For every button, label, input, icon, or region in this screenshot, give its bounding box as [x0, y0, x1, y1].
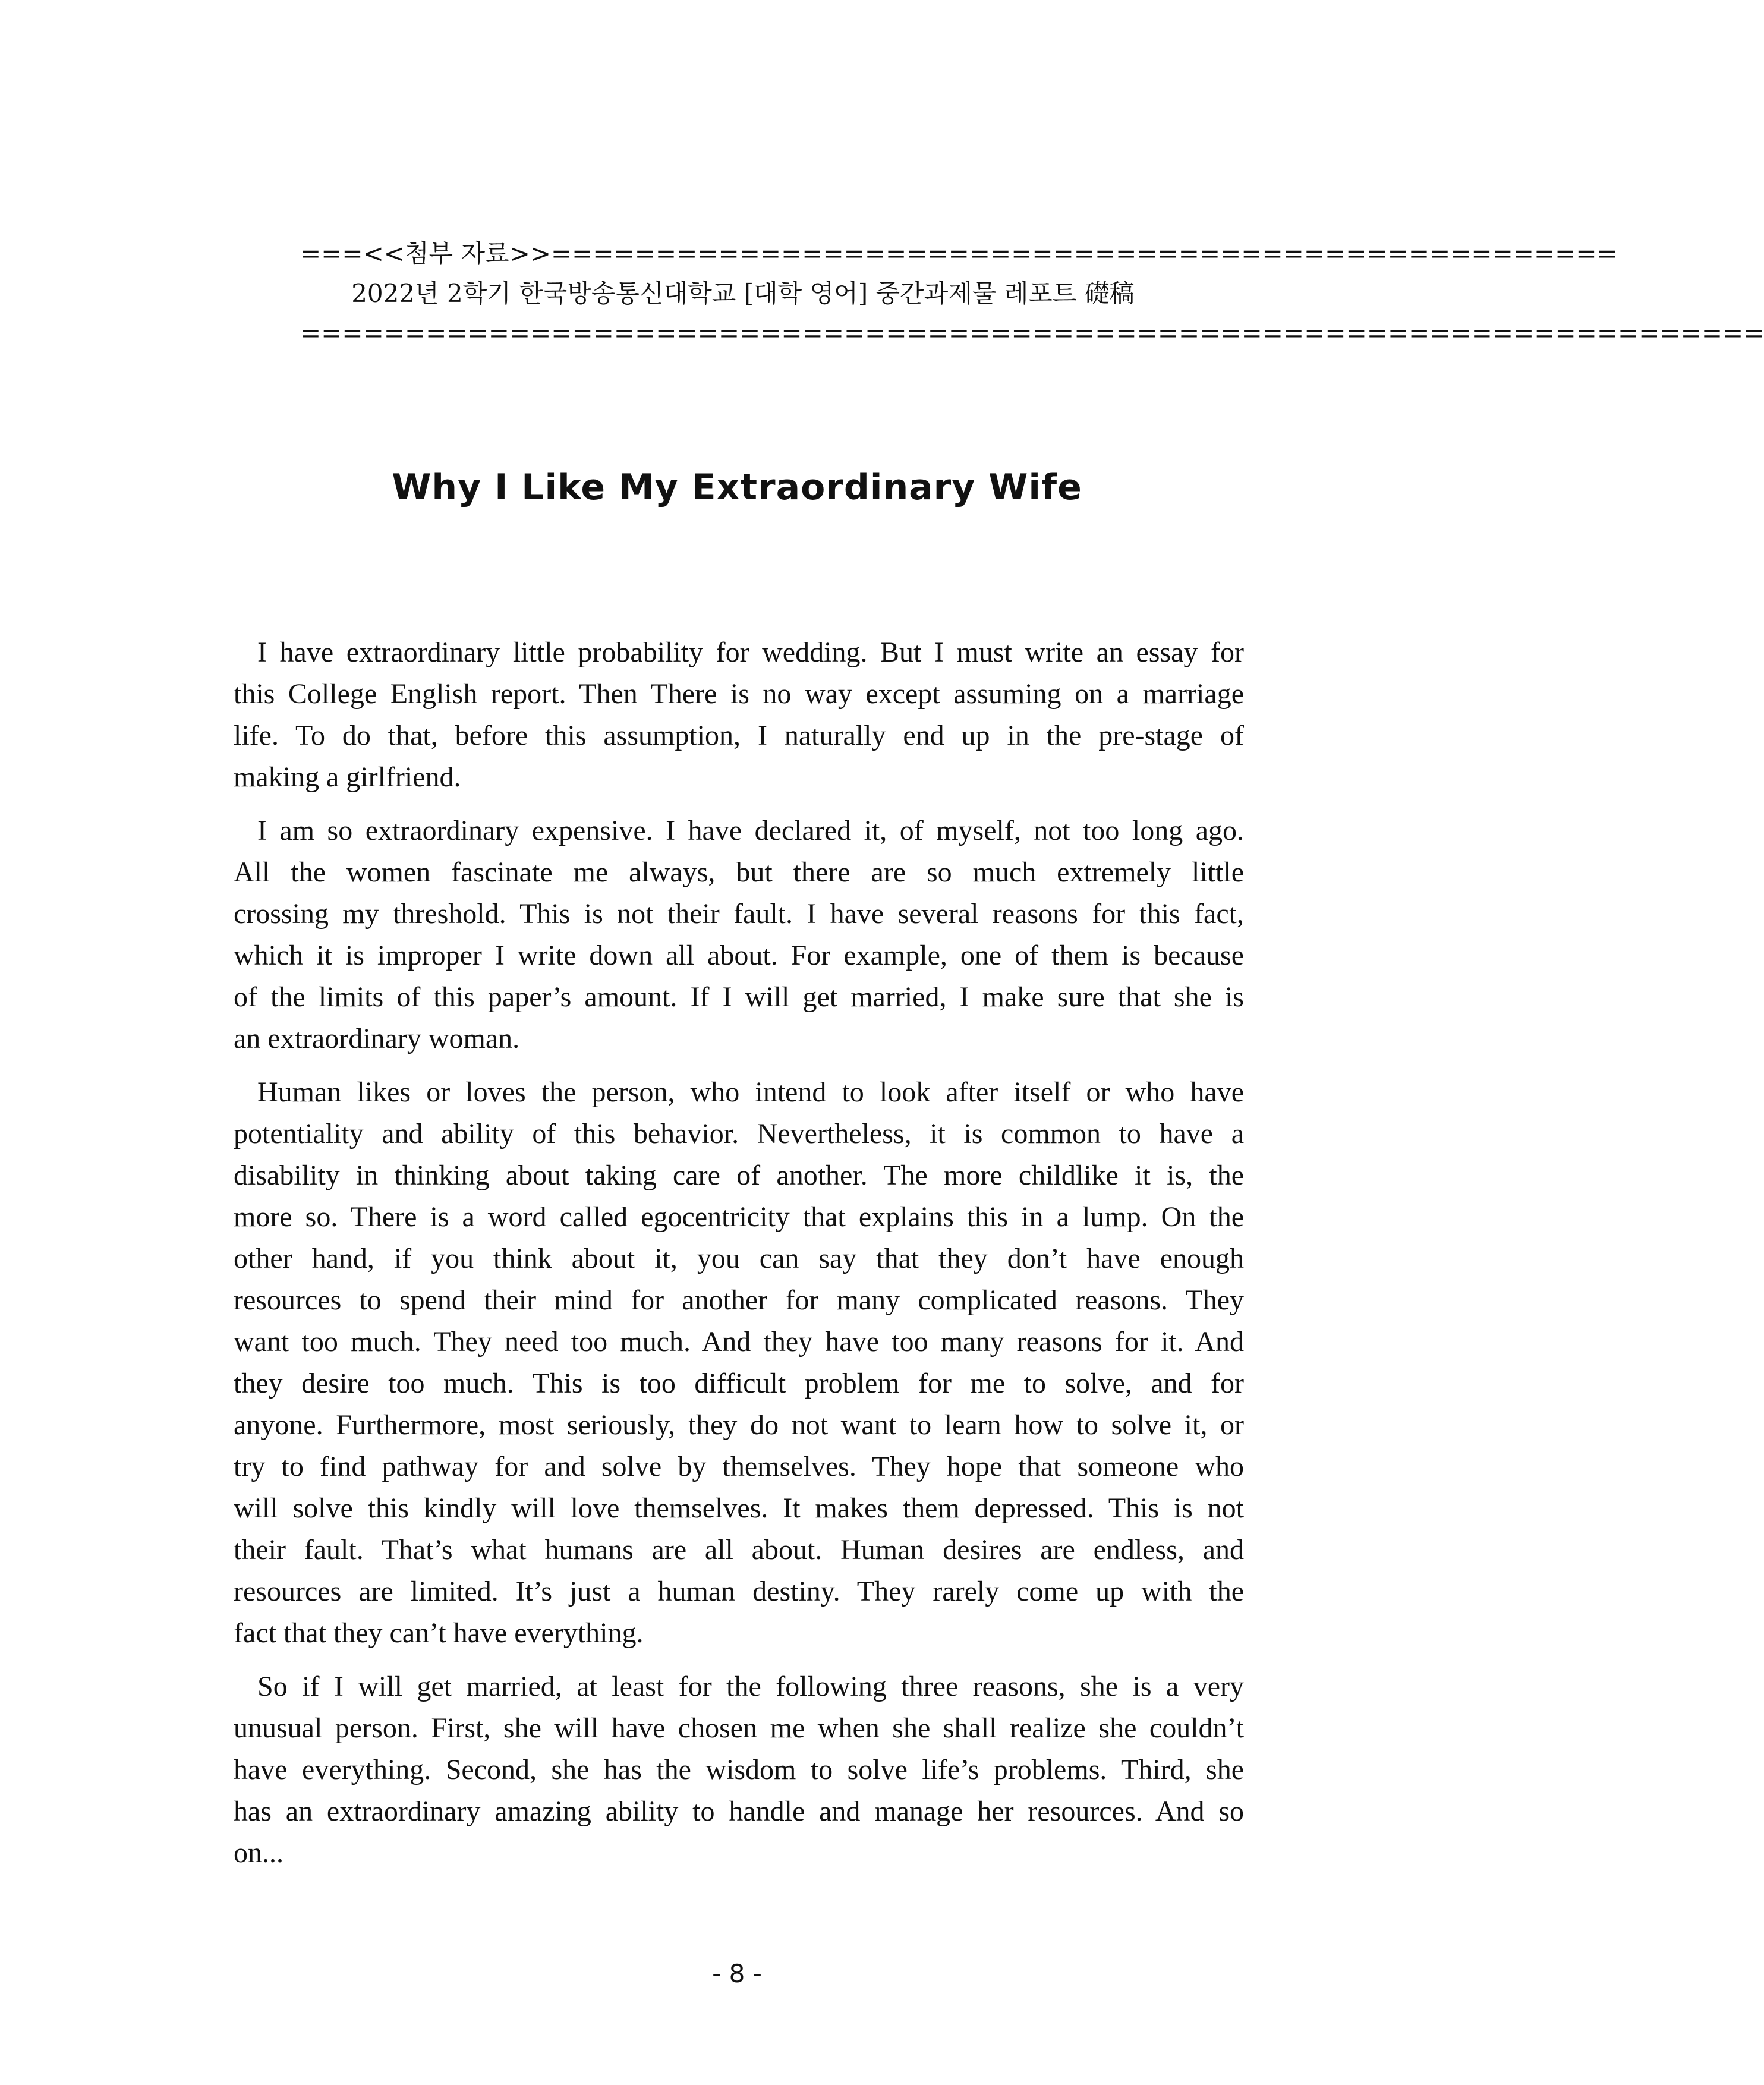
text-line: making a girlfriend.: [234, 761, 461, 793]
text-line: All the women fascinate me always, but there are so much extremely little: [234, 856, 1244, 888]
text-line: anyone. Furthermore, most seriously, they do not want to learn how to solve it, or: [234, 1409, 1244, 1441]
text-line: crossing my threshold. This is not their fault. I have several reasons for this fact,: [234, 898, 1244, 930]
text-line: disability in thinking about taking care of another. The more childlike it is, the: [234, 1160, 1244, 1191]
essay-title: Why I Like My Extraordinary Wife: [392, 467, 1082, 508]
text-line: unusual person. First, she will have chosen me when she shall realize she couldn’t: [234, 1712, 1244, 1744]
text-line: will solve this kindly will love themselves. It makes them depressed. This is not: [234, 1492, 1244, 1524]
text-line: they desire too much. This is too difficult problem for me to solve, and for: [234, 1368, 1244, 1399]
text-line: try to find pathway for and solve by themselves. They hope that someone who: [234, 1451, 1244, 1482]
text-line: of the limits of this paper’s amount. If I will get married, I make sure that she is: [234, 981, 1244, 1013]
text-line: has an extraordinary amazing ability to handle and manage her resources. And so: [234, 1796, 1244, 1827]
text-line: life. To do that, before this assumption, I naturally end up in the pre-stage of: [234, 720, 1244, 751]
header-course-line: 2022년 2학기 한국방송통신대학교 [대학 영어] 중간과제물 레포트 礎稿: [351, 279, 1135, 308]
text-line: resources are limited. It’s just a human destiny. They rarely come up with the: [234, 1576, 1244, 1607]
attachment-header: [300, 234, 1764, 353]
paragraph-3: [234, 1072, 1244, 1654]
paragraph-1: [234, 632, 1244, 798]
text-line: I have extraordinary little probability for wedding. But I must write an essay for: [257, 637, 1244, 668]
text-line: potentiality and ability of this behavior. Nevertheless, it is common to have a: [234, 1118, 1244, 1149]
essay-body: [234, 632, 1244, 1886]
text-line: want too much. They need too much. And they have too many reasons for it. And: [234, 1326, 1244, 1358]
text-line: other hand, if you think about it, you can say that they don’t have enough: [234, 1243, 1244, 1274]
text-line: more so. There is a word called egocentricity that explains this in a lump. On the: [234, 1201, 1244, 1233]
text-line: fact that they can’t have everything.: [234, 1617, 644, 1649]
header-separator-top: ===<<첨부 자료>>===================================================: [300, 239, 1618, 268]
text-line: their fault. That’s what humans are all about. Human desires are endless, and: [234, 1534, 1244, 1566]
paragraph-4: [234, 1666, 1244, 1874]
paragraph-2: [234, 810, 1244, 1060]
page-number: - 8 -: [712, 1959, 762, 1988]
text-line: which it is improper I write down all about. For example, one of them is because: [234, 940, 1244, 971]
text-line: an extraordinary woman.: [234, 1023, 520, 1054]
text-line: I am so extraordinary expensive. I have declared it, of myself, not too long ago.: [257, 815, 1244, 846]
text-line: on...: [234, 1837, 284, 1869]
header-separator-bottom: ======================================================================: [300, 319, 1764, 348]
text-line: have everything. Second, she has the wisdom to solve life’s problems. Third, she: [234, 1754, 1244, 1785]
text-line: So if I will get married, at least for the following three reasons, she is a very: [257, 1671, 1244, 1702]
text-line: this College English report. Then There is no way except assuming on a marriage: [234, 678, 1244, 710]
text-line: resources to spend their mind for another for many complicated reasons. They: [234, 1284, 1244, 1316]
text-line: Human likes or loves the person, who intend to look after itself or who have: [257, 1076, 1244, 1108]
